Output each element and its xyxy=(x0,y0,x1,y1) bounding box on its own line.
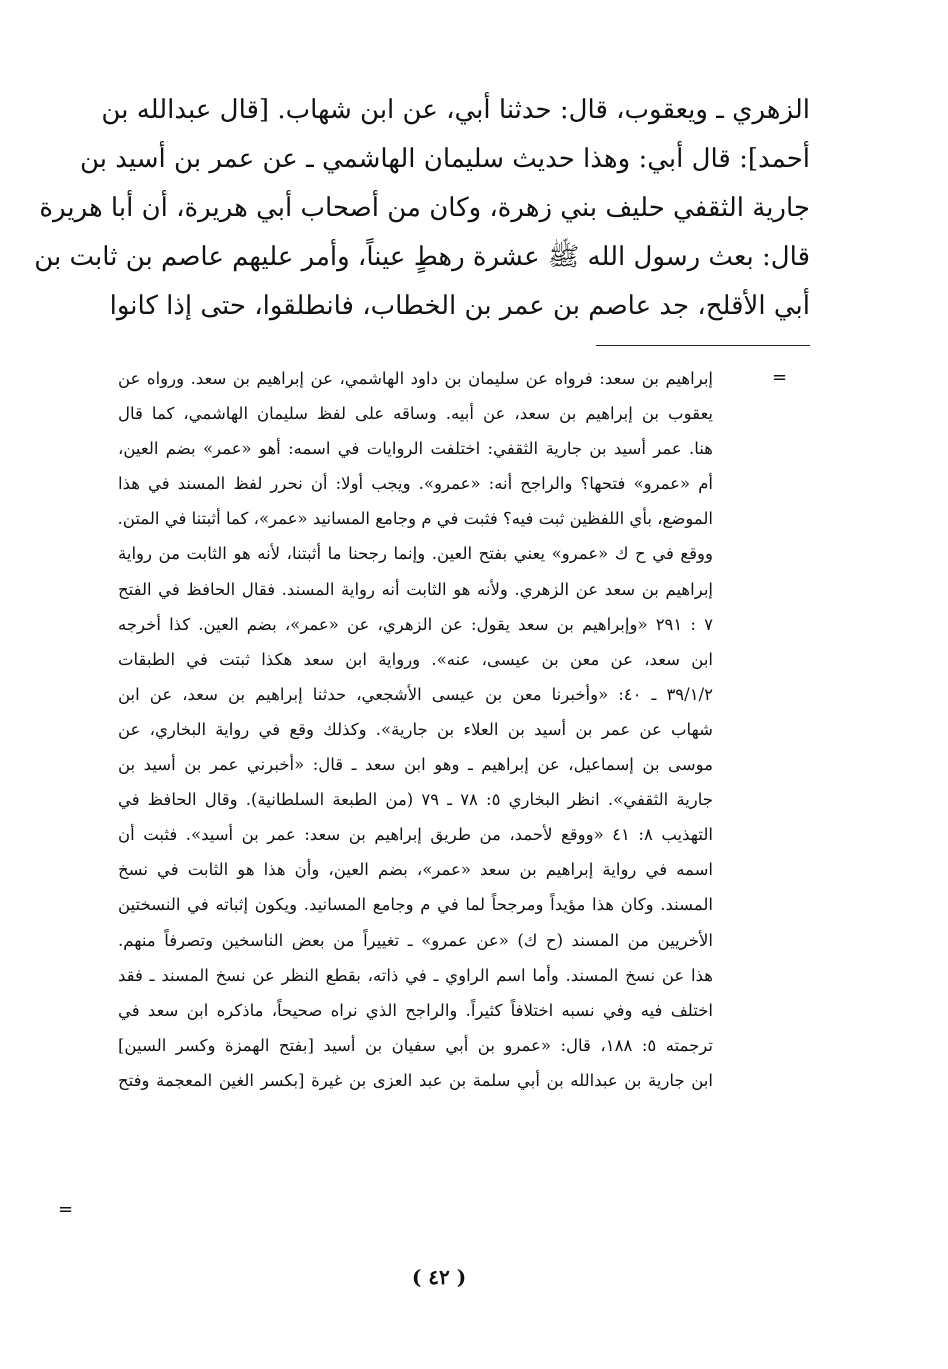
main-text-line: أبي الأقلح، جد عاصم بن عمر بن الخطاب، فانطلقوا، حتى إذا كانوا xyxy=(109,291,810,321)
footnote-line: إبراهيم بن سعد عن الزهري. ولأنه هو الثابت أنه رواية المسند. فقال الحافظ في الفتح xyxy=(118,579,713,599)
main-text-line: الزهري ـ ويعقوب، قال: حدثنا أبي، عن ابن شهاب. [قال عبدالله بن xyxy=(101,95,810,125)
page-number: ( ٤٢ ) xyxy=(411,1265,467,1289)
footnote-line: جارية الثقفي». انظر البخاري ٥: ٧٨ ـ ٧٩ (من الطبعة السلطانية). وقال الحافظ في xyxy=(118,790,713,810)
footnote-continuation-mark-bottom: = xyxy=(58,1199,74,1220)
footnote-line: ابن جارية بن عبدالله بن أبي سلمة بن عبد العزى بن غيرة [بكسر الغين المعجمة وفتح xyxy=(118,1070,713,1090)
main-text-line: أحمد]: قال أبي: وهذا حديث سليمان الهاشمي ـ عن عمر بن أسيد بن xyxy=(79,144,810,174)
footnote-line: أم «عمرو» فتحها؟ والراجح أنه: «عمرو». ويجب أولا: أن نحرر لفظ المسند في هذا xyxy=(118,474,713,494)
footnote-line: ترجمته ٥: ١٨٨، قال: «عمرو بن أبي سفيان بن أسيد [بفتح الهمزة وكسر السين] xyxy=(118,1035,713,1055)
footnote-line: ٧ : ٢٩١ «وإبراهيم بن سعد يقول: عن الزهري، عن «عمر»، بضم العين. كذا أخرجه xyxy=(118,614,713,634)
main-text-line: قال: بعث رسول الله ﷺ عشرة رهطٍ عيناً، وأمر عليهم عاصم بن ثابت بن xyxy=(34,242,810,272)
footnote-line: اختلف فيه وفي نسبه اختلافاً كثيراً. والراجح الذي نراه صحيحاً، ماذكره ابن سعد في xyxy=(118,1000,713,1020)
footnote-line: هنا. عمر أسيد بن جارية الثقفي: اختلفت الروايات في اسمه: أهو «عمر» بضم العين، xyxy=(118,439,713,459)
footnote-line: ابن سعد، عن معن بن عيسى، عنه». ورواية ابن سعد هكذا ثبتت في الطبقات xyxy=(118,649,713,669)
footnote-line: إبراهيم بن سعد: فرواه عن سليمان بن داود الهاشمي، عن إبراهيم بن سعد. ورواه عن xyxy=(118,369,713,388)
footnote-separator xyxy=(596,345,810,346)
footnote-line: الأخريين من المسند (ح ك) «عن عمرو» ـ تغييراً من بعض الناسخين وتصرفاً منهم. xyxy=(118,930,713,950)
footnote-line: التهذيب ٨: ٤١ «ووقع لأحمد، من طريق إبراهيم بن سعد: عمر بن أسيد». فثبت أن xyxy=(118,825,713,845)
footnote-line: ٣٩/١/٢ ـ ٤٠: «وأخبرنا معن بن عيسى الأشجعي، حدثنا إبراهيم بن سعد، عن ابن xyxy=(118,684,714,704)
footnote-line: يعقوب بن إبراهيم بن سعد، عن أبيه. وساقه على لفظ سليمان الهاشمي، كما قال xyxy=(118,404,713,424)
footnote-line: اسمه في رواية إبراهيم بن سعد «عمر»، بضم العين، وأن هذا هو الثابت في نسخ xyxy=(118,860,713,880)
footnote-line: الموضع، بأي اللفظين ثبت فيه؟ فثبت في م وجامع المسانيد «عمر»، كما أثبتنا في المتن. xyxy=(117,509,713,529)
footnote-continuation-mark-top: = xyxy=(772,367,788,388)
main-text-line: جارية الثقفي حليف بني زهرة، وكان من أصحاب أبي هريرة، أن أبا هريرة xyxy=(39,193,810,223)
footnote-line: موسى بن إسماعيل، عن إبراهيم ـ وهو ابن سعد ـ قال: «أخبرني عمر بن أسيد بن xyxy=(118,755,713,775)
footnote-line: المسند. وكان هذا مؤيداً ومرجحاً لما في م وجامع المسانيد. ويكون إثباته في النسختين xyxy=(118,895,713,915)
footnote-line: ووقع في ح ك «عمرو» يعني بفتح العين. وإنما رجحنا ما أثبتنا، لأنه هو الثابت من رواية xyxy=(118,544,713,564)
main-text xyxy=(34,86,810,331)
footnote-line: هذا عن نسخ المسند. وأما اسم الراوي ـ في ذاته، بقطع النظر عن نسخ المسند ـ فقد xyxy=(118,965,713,985)
footnote-line: شهاب عن عمر بن أسيد بن العلاء بن جارية». وكذلك وقع في رواية البخاري، عن xyxy=(118,719,713,739)
footnote xyxy=(118,361,713,1098)
